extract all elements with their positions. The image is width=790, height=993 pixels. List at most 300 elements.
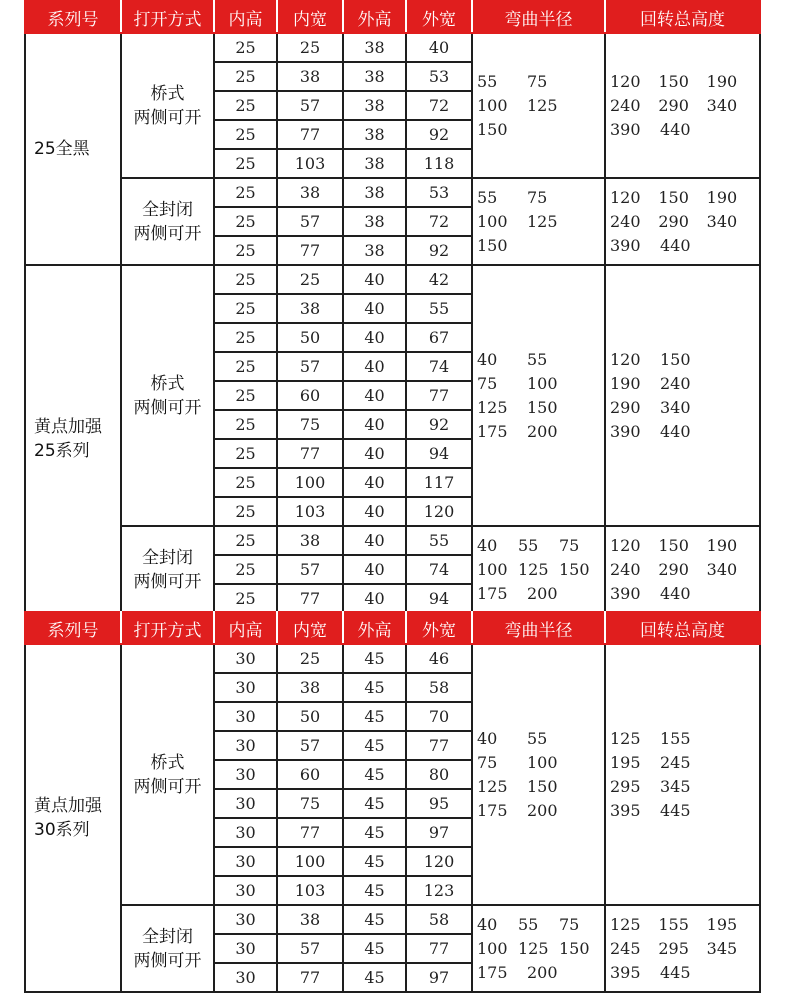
bend-radius-value: 150: [559, 559, 590, 579]
bend-radius-value: 150: [477, 235, 508, 255]
turn-height-value: 290: [610, 397, 641, 417]
column-header: 内高: [214, 1, 277, 33]
bend-radius-value: 125: [477, 397, 508, 417]
open-method-line: 桥式: [150, 83, 185, 104]
outer-width-cell: 94: [406, 439, 472, 468]
turn-height-line: [610, 210, 755, 234]
bend-radius-value: 55: [527, 349, 548, 369]
outer-height-cell: 40: [343, 410, 406, 439]
outer-height-cell: 40: [343, 526, 406, 555]
outer-height-cell: 45: [343, 963, 406, 992]
inner-height-cell: 25: [214, 149, 277, 178]
outer-height-cell: 38: [343, 149, 406, 178]
open-method-line: 两侧可开: [133, 950, 202, 971]
bend-radius-value: 55: [477, 71, 498, 91]
inner-width-cell: 38: [277, 526, 343, 555]
series-name-line: 黄点加强: [34, 417, 102, 437]
outer-height-cell: 45: [343, 644, 406, 673]
outer-width-cell: 72: [406, 207, 472, 236]
outer-height-cell: 45: [343, 934, 406, 963]
inner-width-cell: 57: [277, 731, 343, 760]
bend-radius-value: 40: [477, 728, 498, 748]
bend-radius-cell: [472, 265, 605, 526]
outer-width-cell: 40: [406, 33, 472, 62]
inner-height-cell: 25: [214, 497, 277, 526]
turn-height-value: 150: [658, 535, 689, 555]
open-method-cell: [121, 526, 214, 613]
inner-width-cell: 100: [277, 847, 343, 876]
column-header: 弯曲半径: [472, 1, 605, 33]
bend-radius-line: [477, 558, 600, 582]
inner-height-cell: 25: [214, 265, 277, 294]
outer-height-cell: 40: [343, 323, 406, 352]
turn-height-value: 190: [706, 71, 738, 91]
table-row: [25, 905, 760, 934]
turn-height-value: 340: [660, 397, 691, 417]
turn-height-value: 445: [660, 800, 691, 820]
outer-width-cell: 53: [406, 178, 472, 207]
bend-radius-value: 200: [527, 800, 558, 820]
inner-width-cell: 77: [277, 818, 343, 847]
bend-radius-value: 200: [527, 962, 558, 982]
inner-width-cell: 38: [277, 178, 343, 207]
turn-height-line: [610, 94, 755, 118]
inner-width-cell: 75: [277, 789, 343, 818]
inner-height-cell: 25: [214, 584, 277, 613]
series-name-line: 25全黑: [34, 139, 90, 159]
inner-height-cell: 25: [214, 381, 277, 410]
open-method-line: 全封闭: [142, 547, 193, 568]
column-header: 打开方式: [121, 612, 214, 644]
bend-radius-value: 75: [559, 914, 580, 934]
bend-radius-value: 175: [477, 800, 508, 820]
turn-height-line: [610, 582, 755, 606]
outer-width-cell: 55: [406, 294, 472, 323]
outer-height-cell: 40: [343, 555, 406, 584]
inner-width-cell: 38: [277, 294, 343, 323]
outer-width-cell: 92: [406, 236, 472, 265]
header-row: [25, 1, 760, 33]
outer-width-cell: 92: [406, 120, 472, 149]
turn-height-line: [610, 799, 755, 823]
bend-radius-line: [477, 534, 600, 558]
outer-width-cell: 77: [406, 934, 472, 963]
turn-height-cell: [605, 33, 760, 178]
bend-radius-value: 100: [527, 373, 558, 393]
open-method-line: 全封闭: [142, 199, 193, 220]
turn-height-line: [610, 727, 755, 751]
inner-height-cell: 30: [214, 963, 277, 992]
bend-radius-value: 150: [559, 938, 590, 958]
bend-radius-value: 150: [527, 776, 558, 796]
inner-width-cell: 25: [277, 265, 343, 294]
inner-width-cell: 50: [277, 702, 343, 731]
open-method-cell: [121, 178, 214, 265]
turn-height-value: 295: [610, 776, 641, 796]
turn-height-value: 340: [706, 559, 738, 579]
bend-radius-line: [477, 94, 600, 118]
outer-width-cell: 46: [406, 644, 472, 673]
inner-width-cell: 60: [277, 760, 343, 789]
inner-width-cell: 100: [277, 468, 343, 497]
outer-width-cell: 120: [406, 847, 472, 876]
inner-width-cell: 103: [277, 876, 343, 905]
inner-width-cell: 77: [277, 584, 343, 613]
inner-width-cell: 57: [277, 555, 343, 584]
inner-width-cell: 77: [277, 963, 343, 992]
header-row: [25, 612, 760, 644]
open-method-line: 桥式: [150, 373, 185, 394]
table-row: [25, 526, 760, 555]
turn-height-value: 390: [610, 235, 641, 255]
inner-height-cell: 30: [214, 731, 277, 760]
inner-height-cell: 25: [214, 62, 277, 91]
open-method-line: 两侧可开: [133, 223, 202, 244]
inner-height-cell: 30: [214, 905, 277, 934]
turn-height-value: 440: [660, 235, 691, 255]
bend-radius-value: 100: [477, 211, 508, 231]
bend-radius-line: [477, 727, 600, 751]
outer-height-cell: 45: [343, 731, 406, 760]
outer-width-cell: 118: [406, 149, 472, 178]
turn-height-value: 290: [658, 211, 689, 231]
open-method-line: 两侧可开: [133, 397, 202, 418]
inner-height-cell: 30: [214, 847, 277, 876]
turn-height-value: 390: [610, 583, 641, 603]
column-header: 弯曲半径: [472, 612, 605, 644]
bend-radius-line: [477, 70, 600, 94]
turn-height-value: 120: [610, 535, 641, 555]
inner-width-cell: 77: [277, 439, 343, 468]
bend-radius-line: [477, 961, 600, 985]
open-method-cell: [121, 33, 214, 178]
outer-width-cell: 120: [406, 497, 472, 526]
inner-width-cell: 50: [277, 323, 343, 352]
turn-height-value: 155: [660, 728, 691, 748]
turn-height-cell: [605, 905, 760, 992]
bend-radius-value: 75: [527, 187, 548, 207]
bend-radius-line: [477, 913, 600, 937]
spec-table-1: [24, 0, 759, 614]
turn-height-value: 120: [610, 349, 641, 369]
turn-height-value: 190: [706, 535, 738, 555]
bend-radius-value: 125: [527, 211, 558, 231]
outer-height-cell: 40: [343, 497, 406, 526]
bend-radius-value: 125: [477, 776, 508, 796]
outer-height-cell: 45: [343, 760, 406, 789]
inner-width-cell: 38: [277, 905, 343, 934]
outer-width-cell: 97: [406, 963, 472, 992]
bend-radius-value: 150: [527, 397, 558, 417]
outer-height-cell: 40: [343, 584, 406, 613]
column-header: 内宽: [277, 612, 343, 644]
bend-radius-value: 175: [477, 421, 508, 441]
bend-radius-line: [477, 420, 600, 444]
inner-width-cell: 60: [277, 381, 343, 410]
bend-radius-value: 175: [477, 583, 508, 603]
inner-height-cell: 30: [214, 760, 277, 789]
turn-height-value: 440: [660, 421, 691, 441]
bend-radius-value: 100: [477, 938, 508, 958]
inner-width-cell: 75: [277, 410, 343, 439]
series-name-line: 30系列: [34, 820, 90, 840]
bend-radius-cell: [472, 526, 605, 613]
outer-height-cell: 45: [343, 789, 406, 818]
inner-width-cell: 57: [277, 207, 343, 236]
outer-width-cell: 70: [406, 702, 472, 731]
inner-height-cell: 25: [214, 236, 277, 265]
inner-width-cell: 77: [277, 236, 343, 265]
turn-height-value: 290: [658, 95, 689, 115]
inner-height-cell: 25: [214, 323, 277, 352]
bend-radius-value: 100: [477, 559, 508, 579]
outer-width-cell: 77: [406, 381, 472, 410]
inner-height-cell: 25: [214, 352, 277, 381]
outer-height-cell: 40: [343, 352, 406, 381]
outer-height-cell: 38: [343, 120, 406, 149]
turn-height-line: [610, 913, 755, 937]
outer-height-cell: 40: [343, 265, 406, 294]
turn-height-value: 240: [610, 559, 641, 579]
table-row: [25, 644, 760, 673]
outer-width-cell: 74: [406, 555, 472, 584]
bend-radius-cell: [472, 644, 605, 905]
turn-height-value: 245: [610, 938, 641, 958]
inner-height-cell: 25: [214, 468, 277, 497]
inner-height-cell: 30: [214, 673, 277, 702]
turn-height-line: [610, 396, 755, 420]
outer-height-cell: 40: [343, 439, 406, 468]
column-header: 外高: [343, 1, 406, 33]
bend-radius-value: 55: [477, 187, 498, 207]
inner-height-cell: 25: [214, 120, 277, 149]
turn-height-value: 340: [706, 95, 738, 115]
column-header: 内高: [214, 612, 277, 644]
column-header: 回转总高度: [605, 612, 760, 644]
bend-radius-line: [477, 186, 600, 210]
outer-width-cell: 95: [406, 789, 472, 818]
bend-radius-value: 175: [477, 962, 508, 982]
turn-height-line: [610, 420, 755, 444]
outer-height-cell: 45: [343, 702, 406, 731]
turn-height-line: [610, 751, 755, 775]
bend-radius-value: 125: [518, 559, 549, 579]
series-cell: [25, 33, 121, 265]
inner-width-cell: 25: [277, 33, 343, 62]
spec-grid: [24, 611, 761, 993]
inner-height-cell: 25: [214, 33, 277, 62]
turn-height-value: 240: [610, 95, 641, 115]
inner-height-cell: 30: [214, 934, 277, 963]
bend-radius-line: [477, 372, 600, 396]
turn-height-cell: [605, 178, 760, 265]
turn-height-line: [610, 186, 755, 210]
turn-height-value: 190: [610, 373, 641, 393]
turn-height-value: 150: [658, 71, 689, 91]
inner-height-cell: 25: [214, 439, 277, 468]
column-header: 内宽: [277, 1, 343, 33]
inner-width-cell: 57: [277, 352, 343, 381]
bend-radius-value: 40: [477, 349, 498, 369]
inner-height-cell: 30: [214, 789, 277, 818]
outer-width-cell: 67: [406, 323, 472, 352]
open-method-line: 两侧可开: [133, 776, 202, 797]
bend-radius-value: 200: [527, 421, 558, 441]
outer-width-cell: 123: [406, 876, 472, 905]
bend-radius-value: 55: [518, 535, 539, 555]
column-header: 打开方式: [121, 1, 214, 33]
turn-height-line: [610, 118, 755, 142]
outer-width-cell: 53: [406, 62, 472, 91]
series-name-line: 黄点加强: [34, 796, 102, 816]
bend-radius-line: [477, 775, 600, 799]
turn-height-value: 290: [658, 559, 689, 579]
bend-radius-cell: [472, 905, 605, 992]
bend-radius-value: 150: [477, 119, 508, 139]
outer-width-cell: 58: [406, 673, 472, 702]
inner-width-cell: 38: [277, 673, 343, 702]
outer-height-cell: 45: [343, 847, 406, 876]
inner-height-cell: 30: [214, 818, 277, 847]
turn-height-value: 245: [660, 752, 691, 772]
bend-radius-line: [477, 937, 600, 961]
turn-height-value: 390: [610, 119, 641, 139]
outer-height-cell: 45: [343, 876, 406, 905]
turn-height-value: 295: [658, 938, 689, 958]
inner-height-cell: 25: [214, 207, 277, 236]
column-header: 外高: [343, 612, 406, 644]
outer-width-cell: 72: [406, 91, 472, 120]
turn-height-cell: [605, 644, 760, 905]
outer-width-cell: 117: [406, 468, 472, 497]
inner-width-cell: 103: [277, 497, 343, 526]
open-method-cell: [121, 644, 214, 905]
inner-height-cell: 25: [214, 294, 277, 323]
turn-height-line: [610, 775, 755, 799]
turn-height-cell: [605, 265, 760, 526]
turn-height-value: 440: [660, 583, 691, 603]
turn-height-value: 445: [660, 962, 691, 982]
open-method-line: 桥式: [150, 752, 185, 773]
outer-width-cell: 97: [406, 818, 472, 847]
outer-width-cell: 42: [406, 265, 472, 294]
open-method-line: 两侧可开: [133, 571, 202, 592]
turn-height-value: 190: [706, 187, 738, 207]
inner-height-cell: 30: [214, 644, 277, 673]
outer-height-cell: 38: [343, 33, 406, 62]
bend-radius-value: 100: [527, 752, 558, 772]
turn-height-value: 120: [610, 187, 641, 207]
turn-height-value: 395: [610, 800, 641, 820]
bend-radius-line: [477, 348, 600, 372]
inner-width-cell: 25: [277, 644, 343, 673]
table-row: [25, 178, 760, 207]
outer-height-cell: 38: [343, 91, 406, 120]
turn-height-line: [610, 372, 755, 396]
bend-radius-value: 125: [518, 938, 549, 958]
turn-height-value: 150: [658, 187, 689, 207]
outer-height-cell: 40: [343, 294, 406, 323]
bend-radius-value: 40: [477, 535, 498, 555]
turn-height-value: 125: [610, 728, 641, 748]
table-row: [25, 265, 760, 294]
outer-height-cell: 38: [343, 62, 406, 91]
outer-height-cell: 38: [343, 178, 406, 207]
column-header: 系列号: [25, 612, 121, 644]
outer-height-cell: 40: [343, 468, 406, 497]
bend-radius-value: 40: [477, 914, 498, 934]
bend-radius-value: 100: [477, 95, 508, 115]
open-method-cell: [121, 905, 214, 992]
inner-height-cell: 30: [214, 702, 277, 731]
turn-height-line: [610, 534, 755, 558]
open-method-cell: [121, 265, 214, 526]
turn-height-value: 390: [610, 421, 641, 441]
inner-height-cell: 30: [214, 876, 277, 905]
inner-width-cell: 38: [277, 62, 343, 91]
table-row: [25, 33, 760, 62]
spec-table-2: [24, 611, 759, 993]
bend-radius-value: 125: [527, 95, 558, 115]
inner-height-cell: 25: [214, 178, 277, 207]
outer-width-cell: 94: [406, 584, 472, 613]
turn-height-line: [610, 348, 755, 372]
bend-radius-cell: [472, 178, 605, 265]
turn-height-value: 195: [610, 752, 641, 772]
turn-height-line: [610, 961, 755, 985]
turn-height-value: 125: [610, 914, 641, 934]
bend-radius-value: 75: [559, 535, 580, 555]
bend-radius-line: [477, 751, 600, 775]
bend-radius-value: 75: [477, 373, 498, 393]
bend-radius-value: 200: [527, 583, 558, 603]
inner-height-cell: 25: [214, 410, 277, 439]
turn-height-line: [610, 937, 755, 961]
series-cell: [25, 644, 121, 992]
outer-height-cell: 38: [343, 236, 406, 265]
outer-width-cell: 58: [406, 905, 472, 934]
series-name-line: 25系列: [34, 441, 90, 461]
open-method-line: 两侧可开: [133, 107, 202, 128]
outer-width-cell: 55: [406, 526, 472, 555]
outer-height-cell: 38: [343, 207, 406, 236]
turn-height-value: 150: [660, 349, 691, 369]
column-header: 外宽: [406, 1, 472, 33]
outer-height-cell: 45: [343, 905, 406, 934]
open-method-line: 全封闭: [142, 926, 193, 947]
turn-height-value: 120: [610, 71, 641, 91]
bend-radius-line: [477, 396, 600, 420]
outer-width-cell: 74: [406, 352, 472, 381]
bend-radius-line: [477, 210, 600, 234]
turn-height-value: 345: [660, 776, 691, 796]
bend-radius-value: 55: [527, 728, 548, 748]
inner-height-cell: 25: [214, 555, 277, 584]
turn-height-value: 195: [706, 914, 738, 934]
inner-width-cell: 57: [277, 934, 343, 963]
turn-height-cell: [605, 526, 760, 613]
bend-radius-line: [477, 582, 600, 606]
outer-width-cell: 77: [406, 731, 472, 760]
bend-radius-line: [477, 118, 600, 142]
turn-height-value: 240: [660, 373, 691, 393]
turn-height-value: 440: [660, 119, 691, 139]
bend-radius-value: 75: [527, 71, 548, 91]
turn-height-value: 345: [706, 938, 738, 958]
turn-height-value: 395: [610, 962, 641, 982]
bend-radius-line: [477, 799, 600, 823]
inner-height-cell: 25: [214, 91, 277, 120]
